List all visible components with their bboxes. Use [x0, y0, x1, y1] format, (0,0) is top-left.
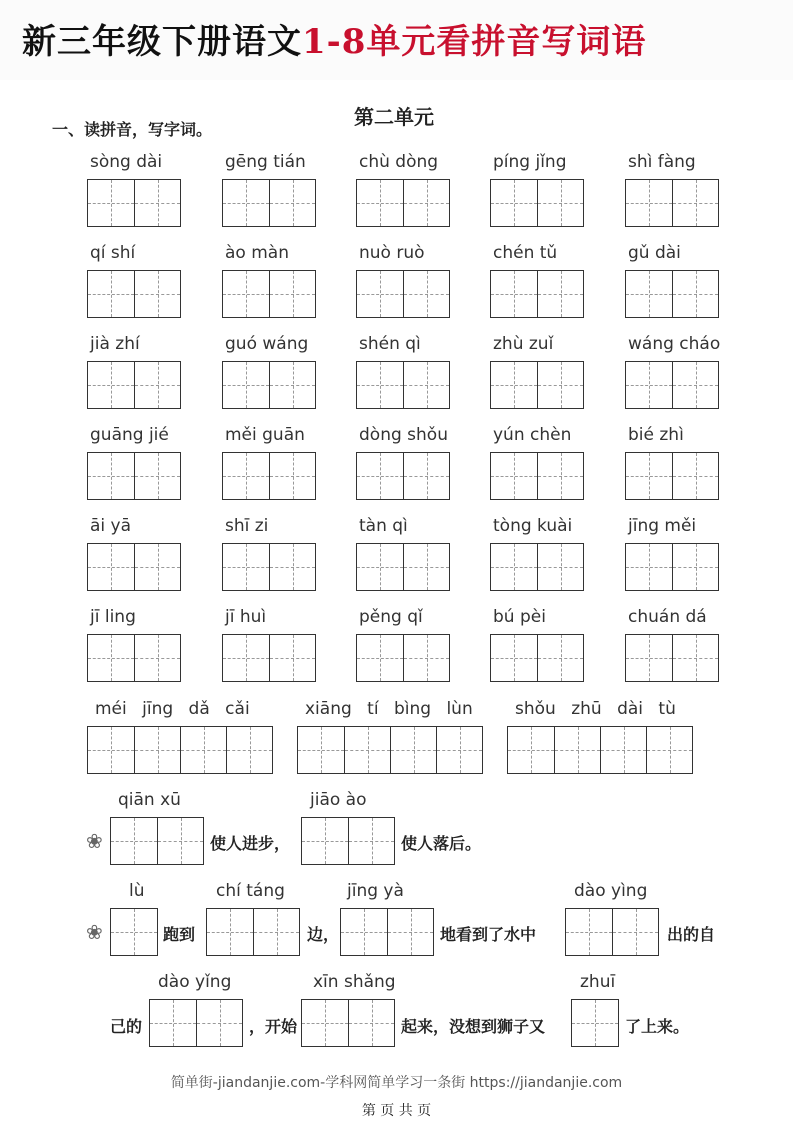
answer-box[interactable] [490, 452, 584, 500]
pinyin-label: méi jīng dǎ cǎi [95, 699, 250, 719]
pinyin-label: xiāng tí bìng lùn [305, 699, 473, 719]
sentence3-text-2: 起来，没想到狮子又 [401, 1017, 546, 1036]
pinyin-label: tàn qì [359, 516, 408, 536]
pinyin-label: jīng měi [628, 516, 697, 536]
pinyin-label: gǔ dài [628, 243, 681, 263]
sentence1-text-2: 使人落后。 [401, 834, 482, 853]
pinyin-label: bú pèi [493, 607, 546, 627]
answer-box[interactable] [222, 179, 316, 227]
answer-box[interactable] [571, 999, 619, 1047]
answer-box[interactable] [340, 908, 434, 956]
sentence2-pinyin-4: dào yìng [574, 881, 648, 901]
answer-box[interactable] [356, 543, 450, 591]
answer-box[interactable] [490, 634, 584, 682]
pinyin-label: āi yā [90, 516, 132, 536]
answer-box[interactable] [490, 270, 584, 318]
pinyin-label: jià zhí [90, 334, 140, 354]
sentence3-pinyin-1: dào yǐng [158, 972, 232, 992]
title-red: 1-8单元看拼音写词语 [302, 22, 647, 62]
sentence3-text-3: 了上来。 [625, 1017, 690, 1036]
pinyin-label: píng jǐng [493, 152, 567, 172]
answer-box[interactable] [356, 452, 450, 500]
pinyin-label: shǒu zhū dài tù [515, 699, 676, 719]
answer-box[interactable] [222, 543, 316, 591]
pinyin-label: chuán dá [628, 607, 707, 627]
sentence1-text-1: 使人进步， [210, 834, 291, 853]
pinyin-label: sòng dài [90, 152, 163, 172]
pinyin-label: chén tǔ [493, 243, 558, 263]
pinyin-label: bié zhì [628, 425, 684, 445]
unit-title: 第二单元 [354, 105, 434, 129]
pinyin-label: gēng tián [225, 152, 306, 172]
answer-box[interactable] [625, 634, 719, 682]
answer-box[interactable] [206, 908, 300, 956]
sentence3-pinyin-3: zhuī [580, 972, 616, 992]
pinyin-label: qí shí [90, 243, 136, 263]
pinyin-label: jī ling [90, 607, 136, 627]
pinyin-label: tòng kuài [493, 516, 573, 536]
answer-box[interactable] [87, 179, 181, 227]
answer-box[interactable] [149, 999, 243, 1047]
answer-box[interactable] [625, 179, 719, 227]
sentence2-text-1: 跑到 [163, 925, 196, 944]
pinyin-label: guāng jié [90, 425, 169, 445]
answer-box[interactable] [87, 270, 181, 318]
answer-box[interactable] [625, 361, 719, 409]
sentence2-text-4: 出的自 [667, 925, 716, 944]
sentence3-text-1: ，开始 [249, 1017, 298, 1036]
answer-box[interactable] [356, 179, 450, 227]
answer-box[interactable] [565, 908, 659, 956]
answer-box[interactable] [490, 179, 584, 227]
sentence1-pinyin-2: jiāo ào [310, 790, 367, 810]
answer-box[interactable] [87, 726, 273, 774]
pinyin-label: nuò ruò [359, 243, 425, 263]
pinyin-label: dòng shǒu [359, 425, 448, 445]
pinyin-label: jī huì [225, 607, 267, 627]
sentence2-pinyin-3: jīng yà [347, 881, 404, 901]
sentence2-pinyin-1: lù [129, 881, 145, 901]
answer-box[interactable] [356, 361, 450, 409]
answer-box[interactable] [356, 270, 450, 318]
answer-box[interactable] [110, 817, 204, 865]
answer-box[interactable] [110, 908, 158, 956]
footer: 简单街-jiandanjie.com-学科网简单学习一条街 https://jiandanjie.com [170, 1075, 623, 1091]
flower-icon: ❀ [86, 920, 103, 944]
answer-box[interactable] [222, 270, 316, 318]
answer-box[interactable] [507, 726, 693, 774]
sentence3-text-0: 己的 [110, 1017, 143, 1036]
answer-box[interactable] [222, 452, 316, 500]
answer-box[interactable] [87, 452, 181, 500]
pinyin-label: wáng cháo [628, 334, 721, 354]
pinyin-label: shén qì [359, 334, 421, 354]
answer-box[interactable] [490, 543, 584, 591]
answer-box[interactable] [625, 543, 719, 591]
answer-box[interactable] [356, 634, 450, 682]
pinyin-label: měi guān [225, 425, 305, 445]
answer-box[interactable] [625, 270, 719, 318]
pinyin-label: chù dòng [359, 152, 439, 172]
pinyin-label: zhù zuǐ [493, 334, 554, 354]
answer-box[interactable] [301, 999, 395, 1047]
pinyin-label: yún chèn [493, 425, 572, 445]
answer-box[interactable] [625, 452, 719, 500]
sentence2-text-2: 边， [307, 925, 340, 944]
page-title [22, 14, 646, 63]
sentence2-pinyin-2: chí táng [216, 881, 285, 901]
answer-box[interactable] [87, 543, 181, 591]
pinyin-label: shì fàng [628, 152, 696, 172]
answer-box[interactable] [87, 361, 181, 409]
pinyin-label: ào màn [225, 243, 289, 263]
sentence3-pinyin-2: xīn shǎng [313, 972, 396, 992]
answer-box[interactable] [301, 817, 395, 865]
answer-box[interactable] [490, 361, 584, 409]
pinyin-label: shī zi [225, 516, 269, 536]
pinyin-label: pěng qǐ [359, 607, 423, 627]
pinyin-label: guó wáng [225, 334, 309, 354]
section-heading: 一、读拼音，写字词。 [52, 120, 213, 139]
sentence2-text-3: 地看到了水中 [440, 925, 537, 944]
answer-box[interactable] [222, 634, 316, 682]
sentence1-pinyin-1: qiān xū [118, 790, 181, 810]
title-black: 新三年级下册语文 [22, 22, 302, 62]
answer-box[interactable] [87, 634, 181, 682]
flower-icon: ❀ [86, 829, 103, 853]
page-number: 第 页 共 页 [361, 1103, 432, 1119]
answer-box[interactable] [297, 726, 483, 774]
answer-box[interactable] [222, 361, 316, 409]
